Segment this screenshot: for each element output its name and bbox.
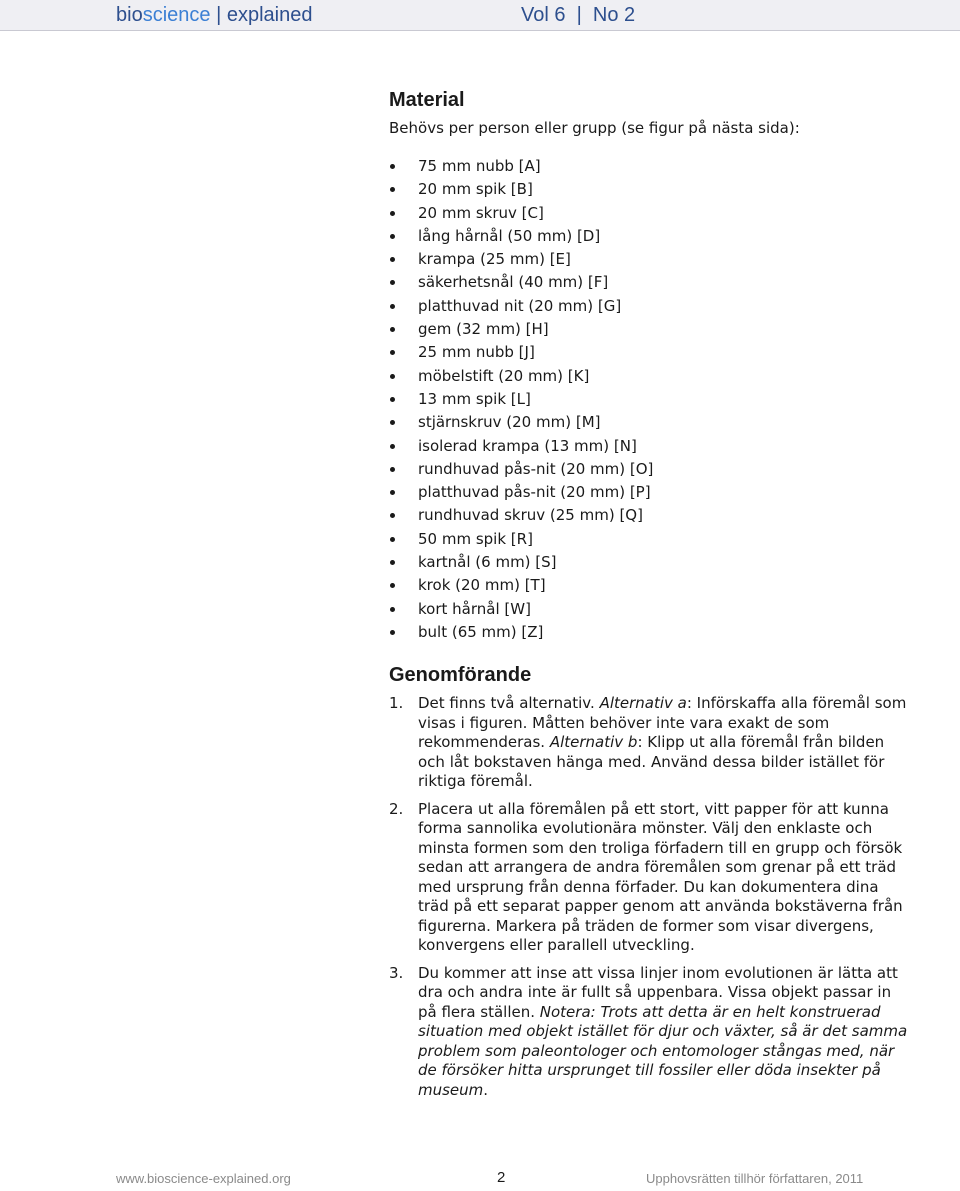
material-item-label: möbelstift (20 mm) [K] [418, 366, 590, 385]
material-item-label: krok (20 mm) [T] [418, 576, 546, 595]
material-item-label: 13 mm spik [L] [418, 389, 531, 408]
material-item-label: kort hårnål [W] [418, 599, 531, 618]
bullet-icon [390, 164, 395, 169]
material-item [389, 341, 909, 364]
material-item [389, 295, 909, 318]
material-item-label: rundhuvad skruv (25 mm) [Q] [418, 506, 643, 525]
material-item [389, 458, 909, 481]
material-item-label: 50 mm spik [R] [418, 529, 533, 548]
material-item [389, 318, 909, 341]
procedure-step [389, 694, 909, 792]
material-item [389, 388, 909, 411]
bullet-icon [390, 420, 395, 425]
material-item [389, 574, 909, 597]
step-emphasis: Alternativ b [549, 733, 638, 752]
material-item [389, 248, 909, 271]
footer-url[interactable]: www.bioscience-explained.org [116, 1171, 291, 1186]
bullet-icon [390, 397, 395, 402]
material-item [389, 481, 909, 504]
step-text: Du kommer att inse att vissa linjer inom evolutionen är lätta att dra och andra inte är fullt så uppenbara. Vissa objekt passar in på flera ställen. [418, 963, 898, 1021]
bullet-icon [390, 257, 395, 262]
material-item [389, 528, 909, 551]
material-item [389, 411, 909, 434]
footer-copyright: Upphovsrätten tillhör författaren, 2011 [646, 1171, 864, 1186]
step-text: : Klipp ut alla föremål från bilden och låt bokstaven hänga med. Använd dessa bilder istället för riktiga föremål. [418, 733, 885, 791]
material-item-label: 75 mm nubb [A] [418, 157, 541, 175]
material-item-label: platthuvad pås-nit (20 mm) [P] [418, 483, 651, 502]
material-item-label: gem (32 mm) [H] [418, 320, 549, 339]
material-item-label: lång hårnål (50 mm) [D] [418, 226, 601, 245]
material-item-label: 25 mm nubb [J] [418, 343, 535, 362]
material-item [389, 155, 909, 178]
material-item-label: rundhuvad pås-nit (20 mm) [O] [418, 459, 654, 478]
step-text: : Införskaffa alla föremål som visas i figuren. Måtten behöver inte vara exakt de som rekommenderas. [418, 694, 907, 752]
material-item-label: krampa (25 mm) [E] [418, 250, 571, 269]
bullet-icon [390, 350, 395, 355]
brand-bio: bio [116, 4, 143, 26]
material-item [389, 551, 909, 574]
material-item [389, 178, 909, 201]
material-item-label: platthuvad nit (20 mm) [G] [418, 296, 622, 315]
material-item-label: isolerad krampa (13 mm) [N] [418, 436, 637, 455]
material-item-label: bult (65 mm) [Z] [418, 622, 544, 641]
bullet-icon [390, 187, 395, 192]
material-item [389, 504, 909, 527]
material-item-label: stjärnskruv (20 mm) [M] [418, 413, 601, 432]
material-item [389, 435, 909, 458]
procedure-step [389, 964, 909, 1101]
brand-explained: explained [226, 4, 313, 26]
bullet-icon [390, 211, 395, 216]
bullet-icon [390, 374, 395, 379]
brand-separator: | [210, 4, 227, 26]
material-item-label: kartnål (6 mm) [S] [418, 553, 557, 572]
bullet-icon [390, 444, 395, 449]
page-header [0, 0, 960, 31]
bullet-icon [390, 234, 395, 239]
material-item [389, 271, 909, 294]
material-item [389, 598, 909, 621]
bullet-icon [390, 467, 395, 472]
material-item-label: säkerhetsnål (40 mm) [F] [418, 273, 609, 292]
volume-issue: Vol 6 | No 2 [521, 4, 636, 26]
step-number: 2. [389, 799, 404, 818]
bullet-icon [390, 280, 395, 285]
material-item [389, 621, 909, 644]
bullet-icon [390, 327, 395, 332]
step-text: Placera ut alla föremålen på ett stort, vitt papper för att kunna forma sannolika evolutionära mönster. Välj den enklaste och minsta formen som den troliga förfadern till en grupp och försök sedan att arrangera de andra föremålen som grenar på ett träd med ursprung från denna förfader. Du kan dokumentera dina träd på ett separat papper genom att använda bokstäverna från figurerna. Markera på träden de former som visar divergens, konvergens eller parallell utveckling. [418, 799, 903, 955]
bullet-icon [390, 537, 395, 542]
material-item [389, 225, 909, 248]
procedure-step [389, 800, 909, 956]
material-item [389, 202, 909, 225]
material-item [389, 365, 909, 388]
article-content [389, 88, 909, 1108]
material-item-label: 20 mm spik [B] [418, 180, 533, 199]
step-text: . [483, 1080, 489, 1099]
bullet-icon [390, 560, 395, 565]
material-item-label: 20 mm skruv [C] [418, 203, 544, 222]
bullet-icon [390, 304, 395, 309]
brand-science: science [142, 4, 211, 26]
procedure-steps [389, 694, 909, 1100]
material-list [389, 155, 909, 644]
bullet-icon [390, 607, 395, 612]
step-emphasis: Alternativ a [599, 694, 687, 713]
step-number: 1. [389, 694, 404, 713]
step-number: 3. [389, 963, 404, 982]
step-text: Det finns två alternativ. [418, 694, 600, 713]
material-intro: Behövs per person eller grupp (se figur på nästa sida): [389, 119, 800, 137]
bullet-icon [390, 583, 395, 588]
step-emphasis: Notera: Trots att detta är en helt konstruerad situation med objekt istället för djur och växter, så är det samma problem som paleontologer och entomologer stångas med, när de försöker hitta ursprunget till fossiler eller döda insekter på museum [418, 1002, 908, 1099]
material-heading: Material [389, 89, 465, 111]
page-number: 2 [497, 1169, 506, 1186]
procedure-heading: Genomförande [389, 664, 532, 687]
bullet-icon [390, 630, 395, 635]
page-footer [0, 1170, 960, 1188]
bullet-icon [390, 513, 395, 518]
journal-brand [116, 4, 312, 27]
bullet-icon [390, 490, 395, 495]
